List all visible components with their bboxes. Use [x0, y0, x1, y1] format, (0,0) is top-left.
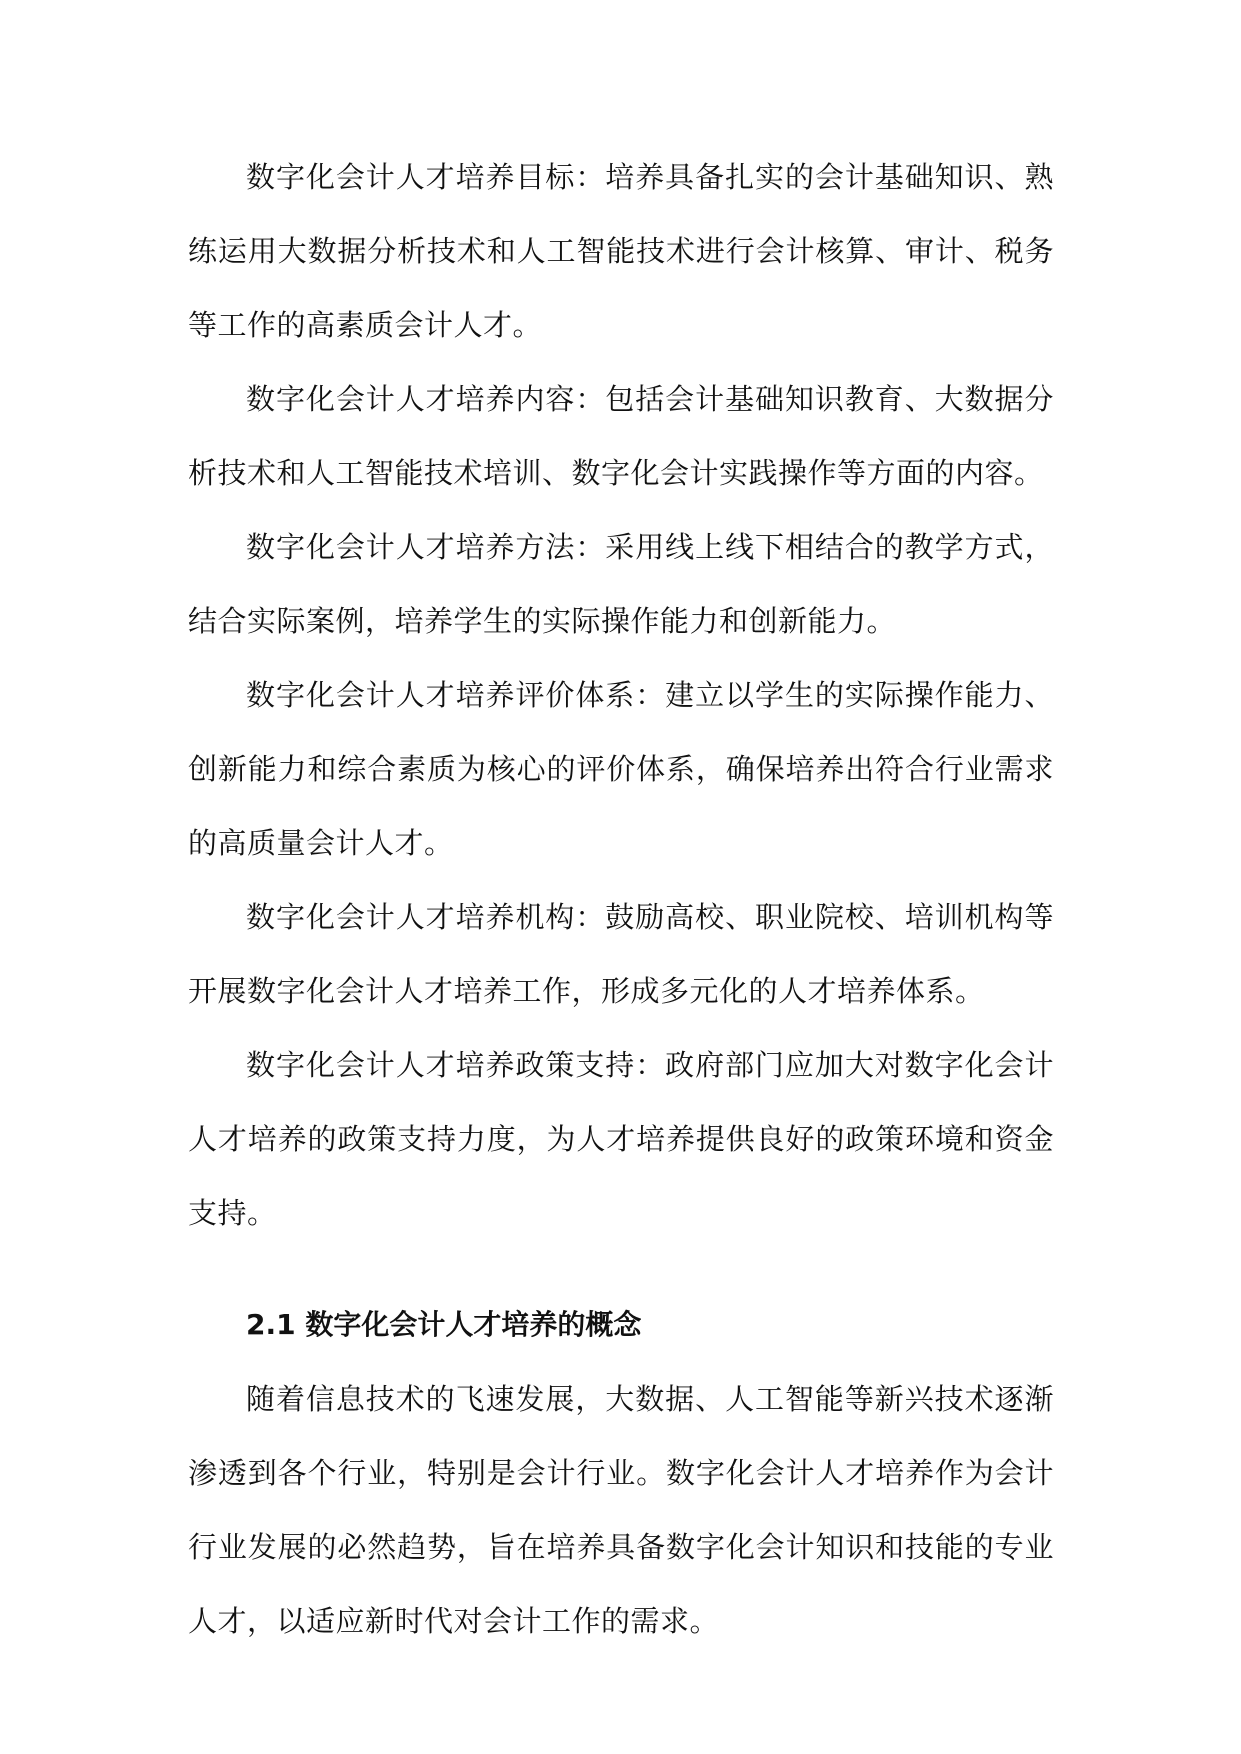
- paragraph-concept: 随着信息技术的飞速发展，大数据、人工智能等新兴技术逐渐渗透到各个行业，特别是会计行业。数字化会计人才培养作为会计行业发展的必然趋势，旨在培养具备数字化会计知识和技能的专业人才，以适应新时代对会计工作的需求。: [188, 1382, 1054, 1638]
- section-heading: 2.1 数字化会计人才培养的概念: [246, 1308, 642, 1341]
- paragraph-training-content: 数字化会计人才培养内容：包括会计基础知识教育、大数据分析技术和人工智能技术培训、数字化会计实践操作等方面的内容。: [188, 382, 1054, 490]
- paragraph-evaluation-system: 数字化会计人才培养评价体系：建立以学生的实际操作能力、创新能力和综合素质为核心的评价体系，确保培养出符合行业需求的高质量会计人才。: [188, 678, 1054, 860]
- document-body: [188, 140, 1054, 1658]
- paragraph-policy-support: 数字化会计人才培养政策支持：政府部门应加大对数字化会计人才培养的政策支持力度，为人才培养提供良好的政策环境和资金支持。: [188, 1048, 1054, 1230]
- paragraph-training-method: 数字化会计人才培养方法：采用线上线下相结合的教学方式，结合实际案例，培养学生的实际操作能力和创新能力。: [188, 530, 1054, 638]
- paragraph-training-goal: 数字化会计人才培养目标：培养具备扎实的会计基础知识、熟练运用大数据分析技术和人工智能技术进行会计核算、审计、税务等工作的高素质会计人才。: [188, 160, 1054, 342]
- paragraph-training-institutions: 数字化会计人才培养机构：鼓励高校、职业院校、培训机构等开展数字化会计人才培养工作，形成多元化的人才培养体系。: [188, 900, 1054, 1008]
